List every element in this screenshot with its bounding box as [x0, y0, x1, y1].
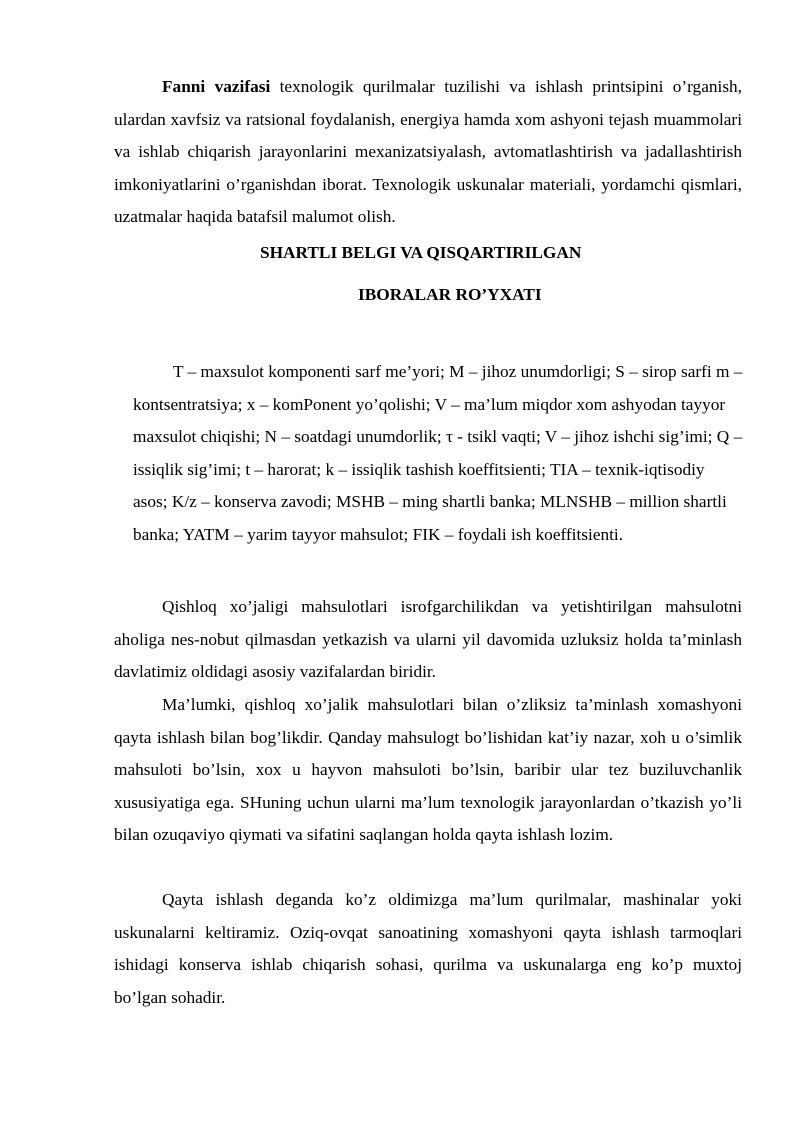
- section-heading-line1: SHARTLI BELGI VA QISQARTIRILGAN: [260, 243, 582, 262]
- body-paragraph-1: Qishloq xo’jaligi mahsulotlari isrofgarchilikdan va yetishtirilgan mahsulotni aholiga nes-nobut qilmasdan yetkazish va ularni yil davomida uzluksiz holda ta’minlash davlatimiz oldidagi asosiy vazifalardan biridir.: [114, 597, 742, 681]
- intro-bold-lead: Fanni vazifasi: [162, 77, 271, 96]
- abbreviations-list: T – maxsulot komponenti sarf me’yori; M – jihoz unumdorligi; S – sirop sarfi m – kontsentratsiya; x – komPonent yo’qolishi; V – ma’lum miqdor xom ashyodan tayyor maxsulot chiqishi; N – soatdagi unumdorlik; τ - tsikl vaqti; V – jihoz ishchi sig’imi; Q – issiqlik sig’imi; t – harorat; k – issiqlik tashish koeffitsienti; TIA – texnik-iqtisodiy asos; K/z – konserva zavodi; MSHB – ming shartli banka; MLNSHB – million shartli banka; YATM – yarim tayyor mahsulot; FIK – foydali ish koeffitsienti.: [133, 362, 743, 544]
- intro-text: texnologik qurilmalar tuzilishi va ishlash printsipini o’rganish, ulardan xavfsiz va ratsional foydalanish, energiya hamda xom ashyoni tejash muammolari va ishlab chiqarish jarayonlarini mexanizatsiyalash, avtomatlashtirish va jadallashtirish imkoniyatlarini o’rganishdan iborat. Texnologik uskunalar materiali, yordamchi qismlari, uzatmalar haqida batafsil malumot olish.: [114, 77, 743, 226]
- intro-paragraph: [114, 71, 742, 234]
- body-paragraph-2: Ma’lumki, qishloq xo’jalik mahsulotlari bilan o’zliksiz ta’minlash xomashyoni qayta ishlash bilan bog’likdir. Qanday mahsulogt bo’lishidan kat’iy nazar, xoh u o’simlik mahsuloti bo’lsin, xox u hayvon mahsuloti bo’lsin, baribir ular tez buziluvchanlik xususiyatiga ega. SHuning uchun ularni ma’lum texnologik jarayonlardan o’tkazish yo’li bilan ozuqaviyo qiymati va sifatini saqlangan holda qayta ishlash lozim.: [114, 695, 742, 844]
- section-heading-line2: IBORALAR RO’YXATI: [358, 285, 542, 304]
- body-paragraph-3: Qayta ishlash deganda ko’z oldimizga ma’lum qurilmalar, mashinalar yoki uskunalarni keltiramiz. Oziq-ovqat sanoatining xomashyoni qayta ishlash tarmoqlari ishidagi konserva ishlab chiqarish sohasi, qurilma va uskunalarga eng ko’p muxtoj bo’lgan sohadir.: [114, 890, 742, 1007]
